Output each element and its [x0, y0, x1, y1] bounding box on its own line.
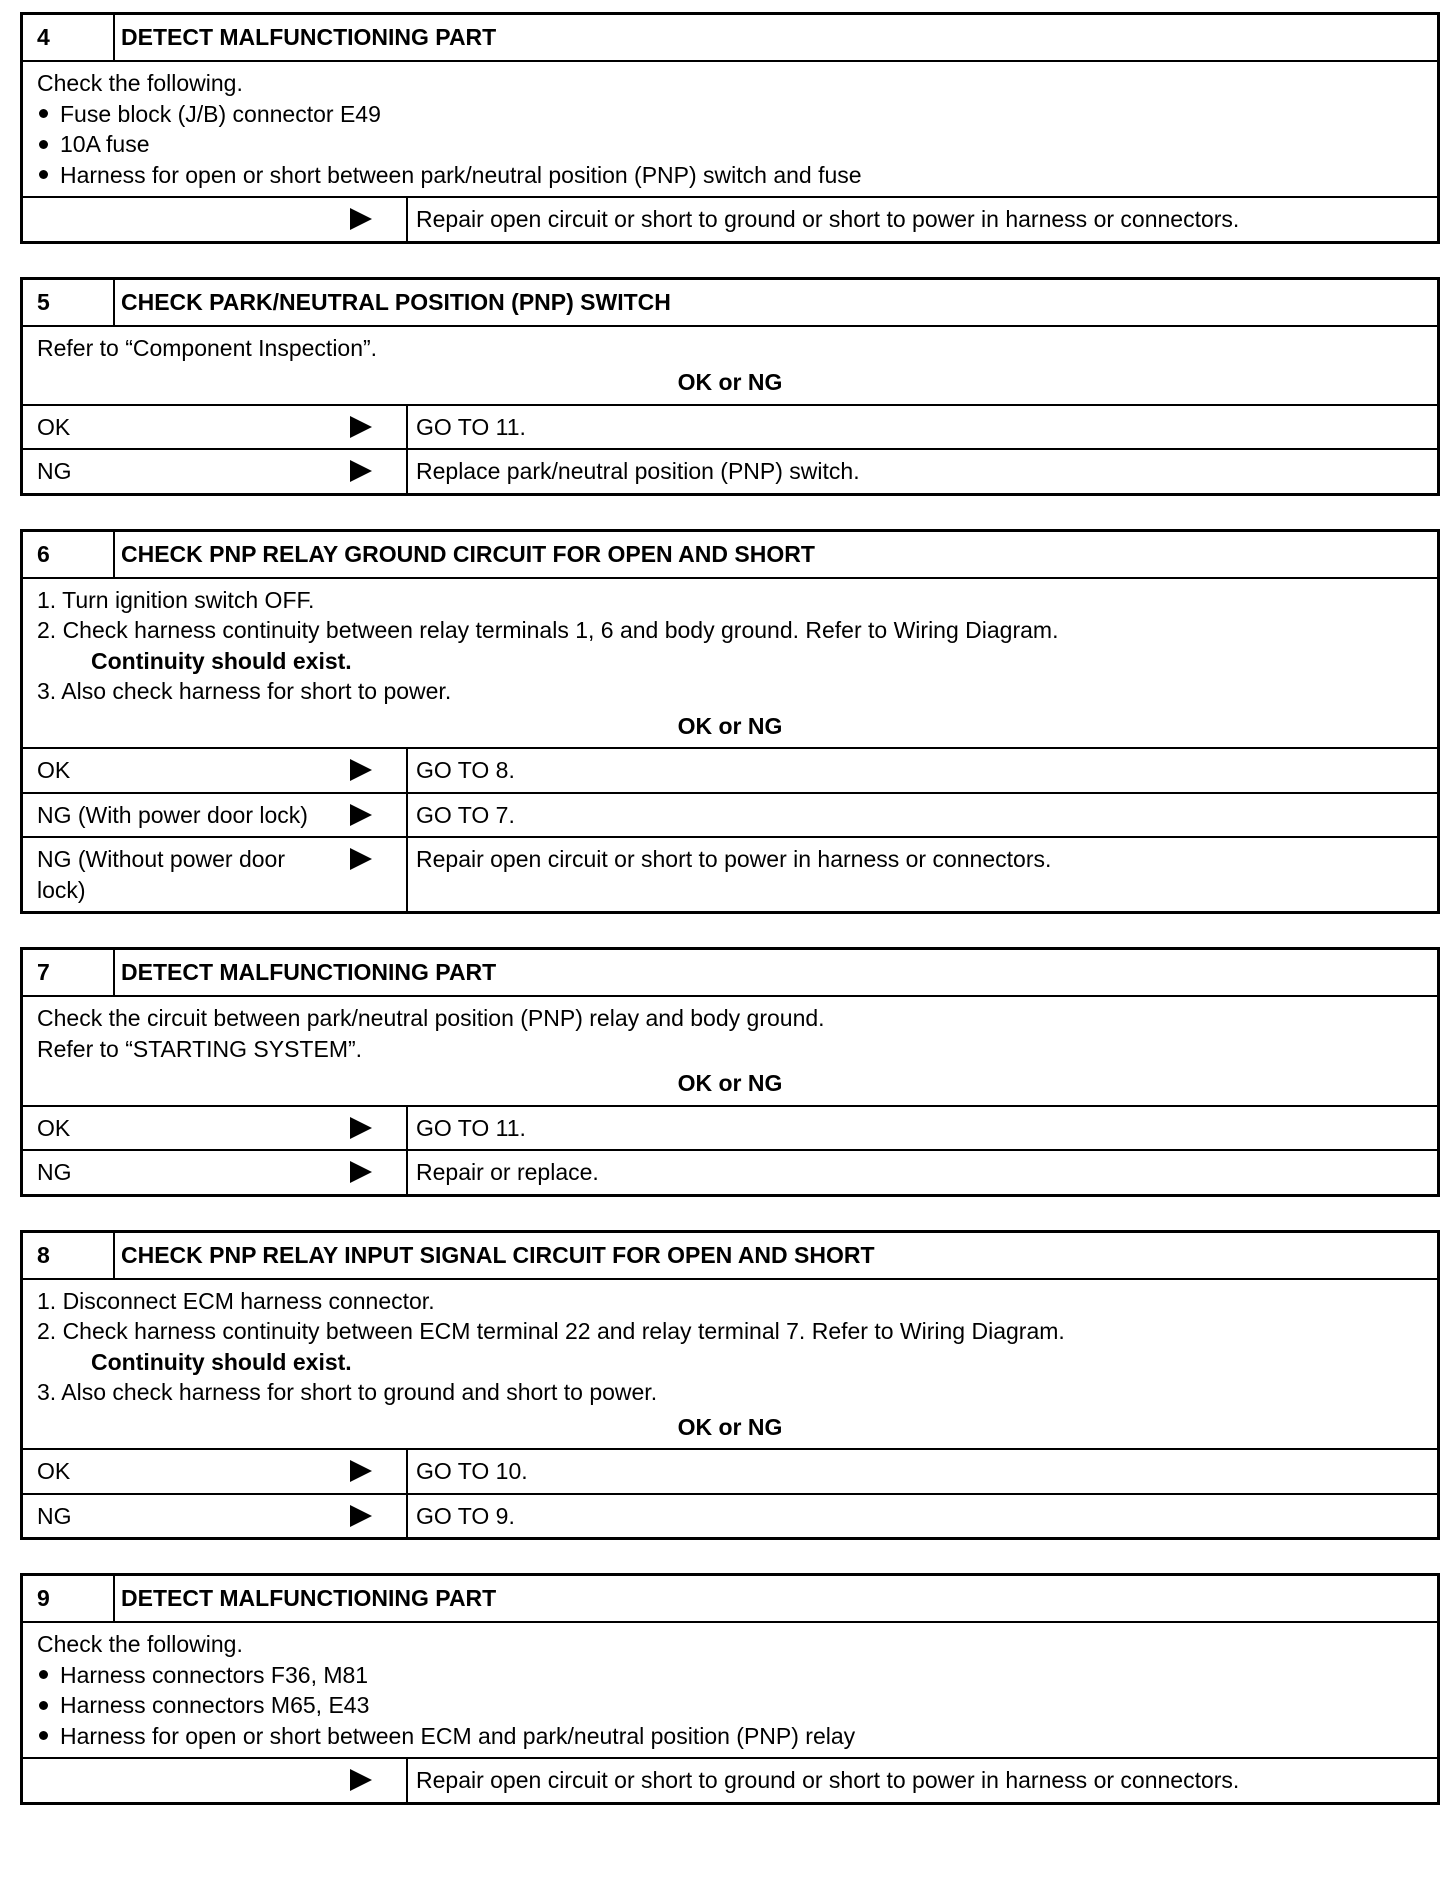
- result-condition: NG: [37, 1159, 72, 1185]
- result-condition: OK: [37, 757, 71, 783]
- instruction-line: Refer to “STARTING SYSTEM”.: [37, 1035, 363, 1062]
- step-block: [20, 1573, 1440, 1805]
- bullet-dot-icon: [39, 140, 48, 149]
- result-condition-cell: [23, 450, 408, 493]
- expected-result: Continuity should exist.: [91, 1348, 352, 1375]
- step-number: 4: [23, 15, 115, 60]
- result-condition-cell: [23, 838, 408, 911]
- result-condition-cell: [23, 1495, 408, 1538]
- step-number: 6: [23, 532, 115, 577]
- step-title: DETECT MALFUNCTIONING PART: [121, 959, 497, 986]
- arrow-right-icon: [350, 848, 372, 870]
- arrow-right-icon: [350, 416, 372, 438]
- step-number: 8: [23, 1233, 115, 1278]
- instruction-line: 2. Check harness continuity between relay terminals 1, 6 and body ground. Refer to Wiring Diagram.: [37, 617, 1059, 643]
- bullet-dot-icon: [39, 1701, 48, 1710]
- step-title: CHECK PARK/NEUTRAL POSITION (PNP) SWITCH: [121, 288, 671, 315]
- result-condition-cell: [23, 1151, 408, 1194]
- bullet-text: Harness for open or short between park/neutral position (PNP) switch and fuse: [60, 161, 862, 188]
- result-row: [23, 448, 1437, 493]
- ok-or-ng-label: OK or NG: [677, 712, 783, 739]
- step-header: [23, 1233, 1437, 1280]
- bullet-dot-icon: [39, 1731, 48, 1740]
- arrow-right-icon: [350, 1769, 372, 1791]
- step-instructions: [23, 1280, 1437, 1449]
- result-action: GO TO 10.: [416, 1458, 528, 1484]
- result-action: Repair open circuit or short to power in harness or connectors.: [416, 846, 1052, 872]
- arrow-right-icon: [350, 208, 372, 230]
- bullet-item: [37, 99, 1423, 130]
- result-row: [23, 196, 1437, 241]
- result-row: [23, 404, 1437, 449]
- bullet-dot-icon: [39, 170, 48, 179]
- bullet-dot-icon: [39, 1670, 48, 1679]
- bullet-dot-icon: [39, 109, 48, 118]
- ok-or-ng-label: OK or NG: [677, 369, 783, 395]
- step-block: [20, 947, 1440, 1197]
- result-action: GO TO 9.: [416, 1502, 515, 1529]
- arrow-right-icon: [350, 1117, 372, 1139]
- instruction-line: 1. Disconnect ECM harness connector.: [37, 1287, 435, 1314]
- bullet-item: [37, 129, 1423, 160]
- result-row: [23, 792, 1437, 837]
- arrow-right-icon: [350, 1460, 372, 1482]
- result-action: GO TO 11.: [416, 413, 526, 440]
- step-instructions: [23, 327, 1437, 404]
- step-block: [20, 12, 1440, 244]
- bullet-text: Harness connectors F36, M81: [60, 1661, 369, 1688]
- step-number: 7: [23, 950, 115, 995]
- step-title: DETECT MALFUNCTIONING PART: [121, 24, 497, 51]
- step-instructions: [23, 1623, 1437, 1757]
- expected-result: Continuity should exist.: [91, 647, 352, 674]
- bullet-text: Harness connectors M65, E43: [60, 1692, 370, 1718]
- instruction-line: Refer to “Component Inspection”.: [37, 334, 378, 361]
- step-block: [20, 1230, 1440, 1541]
- instruction-line: 2. Check harness continuity between ECM terminal 22 and relay terminal 7. Refer to Wiring Diagram.: [37, 1318, 1065, 1344]
- bullet-item: [37, 160, 1423, 191]
- result-action: Repair open circuit or short to ground or short to power in harness or connectors.: [416, 206, 1240, 232]
- result-action: Replace park/neutral position (PNP) switch.: [416, 458, 860, 484]
- result-condition: NG (Without power door lock): [37, 846, 285, 903]
- bullet-item: [37, 1690, 1423, 1721]
- result-row: [23, 1448, 1437, 1493]
- step-title: CHECK PNP RELAY INPUT SIGNAL CIRCUIT FOR OPEN AND SHORT: [121, 1241, 875, 1268]
- step-header: [23, 15, 1437, 62]
- result-action: Repair or replace.: [416, 1159, 599, 1185]
- result-condition-cell: [23, 1107, 408, 1150]
- arrow-right-icon: [350, 804, 372, 826]
- result-action: GO TO 7.: [416, 801, 515, 828]
- step-header: [23, 1576, 1437, 1623]
- bullet-text: Fuse block (J/B) connector E49: [60, 100, 381, 127]
- result-row: [23, 1149, 1437, 1194]
- result-row: [23, 1757, 1437, 1802]
- result-condition: OK: [37, 1114, 71, 1141]
- step-title: DETECT MALFUNCTIONING PART: [121, 1585, 497, 1612]
- step-instructions: [23, 62, 1437, 196]
- instruction-line: 3. Also check harness for short to power.: [37, 678, 452, 704]
- result-action: Repair open circuit or short to ground or short to power in harness or connectors.: [416, 1767, 1240, 1793]
- instruction-line: 1. Turn ignition switch OFF.: [37, 586, 315, 613]
- step-instructions: [23, 997, 1437, 1105]
- arrow-right-icon: [350, 759, 372, 781]
- step-number: 5: [23, 280, 115, 325]
- result-condition: OK: [37, 1458, 71, 1484]
- step-block: [20, 277, 1440, 496]
- result-action: GO TO 8.: [416, 757, 515, 783]
- instruction-line: Check the following.: [37, 70, 243, 96]
- bullet-item: [37, 1721, 1423, 1752]
- ok-or-ng-label: OK or NG: [677, 1413, 783, 1440]
- instruction-line: Check the circuit between park/neutral position (PNP) relay and body ground.: [37, 1005, 825, 1031]
- step-block: [20, 529, 1440, 915]
- result-row: [23, 747, 1437, 792]
- result-condition-cell: [23, 406, 408, 449]
- result-condition-cell: [23, 749, 408, 792]
- result-condition: NG (With power door lock): [37, 801, 308, 828]
- result-condition: OK: [37, 413, 71, 440]
- step-header: [23, 532, 1437, 579]
- result-condition-cell: [23, 1759, 408, 1802]
- bullet-text: Harness for open or short between ECM and park/neutral position (PNP) relay: [60, 1722, 856, 1749]
- result-row: [23, 1493, 1437, 1538]
- ok-or-ng-label: OK or NG: [677, 1070, 783, 1096]
- result-condition-cell: [23, 794, 408, 837]
- arrow-right-icon: [350, 1505, 372, 1527]
- step-header: [23, 950, 1437, 997]
- step-title: CHECK PNP RELAY GROUND CIRCUIT FOR OPEN AND SHORT: [121, 540, 815, 567]
- step-header: [23, 280, 1437, 327]
- bullet-text: 10A fuse: [60, 131, 150, 157]
- arrow-right-icon: [350, 460, 372, 482]
- bullet-item: [37, 1660, 1423, 1691]
- result-condition-cell: [23, 198, 408, 241]
- instruction-line: 3. Also check harness for short to ground and short to power.: [37, 1379, 658, 1405]
- step-number: 9: [23, 1576, 115, 1621]
- result-condition-cell: [23, 1450, 408, 1493]
- step-instructions: [23, 579, 1437, 748]
- result-row: [23, 836, 1437, 911]
- procedure-list: [20, 12, 1440, 1838]
- result-condition: NG: [37, 458, 72, 484]
- arrow-right-icon: [350, 1161, 372, 1183]
- instruction-line: Check the following.: [37, 1631, 243, 1657]
- result-action: GO TO 11.: [416, 1114, 526, 1141]
- result-row: [23, 1105, 1437, 1150]
- result-condition: NG: [37, 1502, 72, 1529]
